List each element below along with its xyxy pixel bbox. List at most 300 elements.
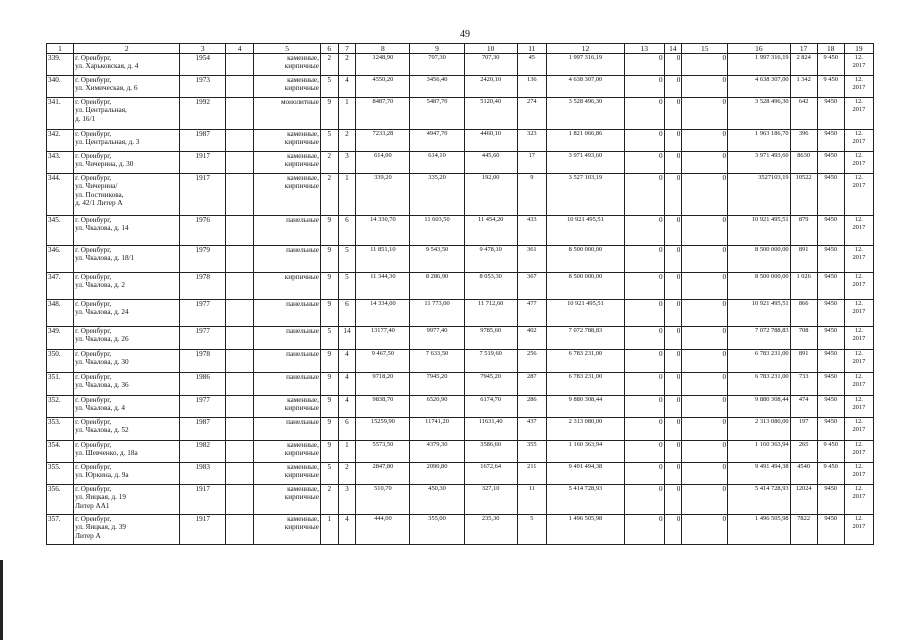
year-built: 1977 [180, 327, 226, 350]
floors-count: 9 [320, 373, 338, 396]
address-cell-line: ул. Чкалова, д. 52 [75, 426, 129, 435]
completion-date-line: 2017 [852, 403, 866, 411]
owners-funds: 10 921 495,51 [728, 216, 790, 246]
table-row [47, 152, 874, 174]
unit-cost: 265 [790, 441, 817, 463]
address-cell-line: г. Оренбург, [75, 98, 112, 106]
wall-material-line: панельные [286, 418, 319, 426]
address-cell [74, 54, 180, 76]
living-area: 707,30 [410, 54, 464, 76]
row-number: 346. [47, 246, 74, 273]
fund-column-15: 0 [682, 174, 728, 216]
wall-material [254, 216, 321, 246]
wall-material-line: панельные [286, 300, 319, 308]
residents-count: 136 [517, 76, 546, 98]
unit-cost: 866 [790, 300, 817, 327]
max-unit-cost: 9450 [817, 216, 844, 246]
fund-column-13: 0 [625, 515, 665, 545]
max-unit-cost: 9450 [817, 327, 844, 350]
floors-count: 2 [320, 485, 338, 515]
wall-material-line: каменные, [287, 174, 319, 182]
entrances-count: 1 [338, 441, 356, 463]
private-area: 445,60 [464, 152, 517, 174]
living-area: 4947,70 [410, 130, 464, 152]
register-body [47, 54, 874, 545]
address-cell [74, 515, 180, 545]
completion-date-line: 12. [854, 174, 863, 181]
year-built: 1983 [180, 463, 226, 485]
wall-material-line: каменные, [287, 441, 319, 449]
fund-column-14: 0 [664, 300, 682, 327]
living-area: 9977,40 [410, 327, 464, 350]
fund-column-14: 0 [664, 246, 682, 273]
wall-material-line: кирпичные [284, 62, 319, 71]
year-built: 1917 [180, 515, 226, 545]
living-area: 355,00 [410, 515, 464, 545]
fund-column-15: 0 [682, 98, 728, 130]
fund-column-13: 0 [625, 98, 665, 130]
completion-date-line: 2017 [852, 137, 866, 145]
total-cost: 3 971 493,60 [546, 152, 624, 174]
total-area: 510,70 [356, 485, 410, 515]
column-4-cell [226, 441, 254, 463]
completion-date-line: 2017 [852, 105, 866, 113]
max-unit-cost: 9450 [817, 152, 844, 174]
table-row [47, 98, 874, 130]
private-area: 9785,60 [464, 327, 517, 350]
address-cell-line: ул. Центральная, д. 3 [75, 138, 140, 147]
owners-funds: 1 496 505,98 [728, 515, 790, 545]
wall-material [254, 174, 321, 216]
completion-date-line: 12. [854, 396, 863, 403]
year-built: 1954 [180, 54, 226, 76]
column-header-3: 3 [180, 44, 226, 54]
column-4-cell [226, 350, 254, 373]
row-number: 351. [47, 373, 74, 396]
completion-date [844, 246, 873, 273]
total-area: 11 344,30 [356, 273, 410, 300]
column-header-15: 15 [682, 44, 728, 54]
floors-count: 9 [320, 441, 338, 463]
completion-date-line: 2017 [852, 334, 866, 342]
year-built: 1917 [180, 485, 226, 515]
completion-date [844, 98, 873, 130]
wall-material-line: кирпичные [284, 493, 319, 502]
fund-column-14: 0 [664, 418, 682, 441]
max-unit-cost: 9 450 [817, 463, 844, 485]
address-cell [74, 327, 180, 350]
table-row [47, 418, 874, 441]
column-4-cell [226, 216, 254, 246]
address-cell [74, 350, 180, 373]
year-built: 1987 [180, 130, 226, 152]
year-built: 1986 [180, 373, 226, 396]
wall-material-line: каменные, [287, 515, 319, 523]
year-built: 1976 [180, 216, 226, 246]
wall-material [254, 441, 321, 463]
total-area: 13177,40 [356, 327, 410, 350]
private-area: 1672,64 [464, 463, 517, 485]
address-cell-line: г. Оренбург, [75, 300, 112, 308]
total-area: 15259,90 [356, 418, 410, 441]
completion-date-line: 12. [854, 418, 863, 425]
total-cost: 1 997 316,19 [546, 54, 624, 76]
row-number: 354. [47, 441, 74, 463]
owners-funds: 7 072 788,83 [728, 327, 790, 350]
wall-material-line: каменные, [287, 485, 319, 493]
fund-column-15: 0 [682, 396, 728, 418]
address-cell-line: г. Оренбург, [75, 216, 112, 224]
wall-material [254, 98, 321, 130]
fund-column-13: 0 [625, 396, 665, 418]
year-built: 1978 [180, 273, 226, 300]
unit-cost: 4540 [790, 463, 817, 485]
row-number: 344. [47, 174, 74, 216]
residents-count: 5 [517, 515, 546, 545]
address-cell-line: ул. Чкалова, д. 14 [75, 224, 129, 233]
address-cell [74, 300, 180, 327]
wall-material-line: кирпичные [284, 523, 319, 532]
entrances-count: 1 [338, 98, 356, 130]
wall-material [254, 152, 321, 174]
completion-date-line: 2017 [852, 425, 866, 433]
address-cell [74, 152, 180, 174]
address-cell-line: г. Оренбург, [75, 130, 112, 138]
column-header-9: 9 [410, 44, 464, 54]
completion-date-line: 2017 [852, 357, 866, 365]
total-cost: 1 821 066,86 [546, 130, 624, 152]
floors-count: 9 [320, 396, 338, 418]
unit-cost: 10522 [790, 174, 817, 216]
completion-date-line: 12. [854, 373, 863, 380]
residents-count: 323 [517, 130, 546, 152]
unit-cost: 7822 [790, 515, 817, 545]
total-cost: 6 783 231,00 [546, 350, 624, 373]
completion-date-line: 2017 [852, 380, 866, 388]
wall-material [254, 485, 321, 515]
scan-edge-mark [0, 560, 3, 640]
total-area: 8487,70 [356, 98, 410, 130]
table-row [47, 396, 874, 418]
table-row [47, 174, 874, 216]
table-row [47, 350, 874, 373]
total-cost: 1 160 363,94 [546, 441, 624, 463]
owners-funds: 3 971 493,60 [728, 152, 790, 174]
private-area: 9 478,10 [464, 246, 517, 273]
table-row [47, 246, 874, 273]
max-unit-cost: 9 450 [817, 441, 844, 463]
residents-count: 367 [517, 273, 546, 300]
column-header-2: 2 [74, 44, 180, 54]
table-row [47, 373, 874, 396]
table-row [47, 485, 874, 515]
column-4-cell [226, 174, 254, 216]
year-built: 1917 [180, 152, 226, 174]
address-cell-line: ул. Чкалова, д. 4 [75, 404, 125, 413]
unit-cost: 708 [790, 327, 817, 350]
register-table [46, 43, 874, 545]
fund-column-15: 0 [682, 130, 728, 152]
wall-material-line: каменные, [287, 152, 319, 160]
column-header-14: 14 [664, 44, 682, 54]
residents-count: 256 [517, 350, 546, 373]
column-4-cell [226, 98, 254, 130]
wall-material-line: панельные [286, 327, 319, 335]
owners-funds: 1 160 363,94 [728, 441, 790, 463]
total-cost: 2 313 080,00 [546, 418, 624, 441]
table-row [47, 54, 874, 76]
private-area: 235,30 [464, 515, 517, 545]
column-header-12: 12 [546, 44, 624, 54]
page-number: 49 [460, 29, 470, 40]
entrances-count: 1 [338, 174, 356, 216]
address-cell-line: ул. Чкалова, д. 2 [75, 281, 125, 290]
address-cell [74, 216, 180, 246]
completion-date [844, 463, 873, 485]
total-cost: 9 491 494,38 [546, 463, 624, 485]
unit-cost: 733 [790, 373, 817, 396]
completion-date-line: 12. [854, 216, 863, 223]
unit-cost: 8630 [790, 152, 817, 174]
table-row [47, 76, 874, 98]
address-cell-line: ул. Чкалова, д. 26 [75, 335, 129, 344]
completion-date-line: 12. [854, 441, 863, 448]
max-unit-cost: 9450 [817, 485, 844, 515]
wall-material-line: кирпичные [284, 160, 319, 169]
fund-column-15: 0 [682, 441, 728, 463]
private-area: 7945,20 [464, 373, 517, 396]
living-area: 7945,20 [410, 373, 464, 396]
wall-material [254, 130, 321, 152]
wall-material-line: панельные [286, 216, 319, 224]
fund-column-13: 0 [625, 350, 665, 373]
floors-count: 9 [320, 246, 338, 273]
private-area: 327,10 [464, 485, 517, 515]
total-area: 2847,80 [356, 463, 410, 485]
table-row [47, 300, 874, 327]
address-cell-line: д. 16/1 [75, 114, 96, 123]
unit-cost: 891 [790, 246, 817, 273]
address-cell-line: Литер А [75, 531, 101, 540]
column-header-13: 13 [625, 44, 665, 54]
floors-count: 9 [320, 273, 338, 300]
total-cost: 8 500 000,00 [546, 273, 624, 300]
year-built: 1977 [180, 300, 226, 327]
year-built: 1992 [180, 98, 226, 130]
wall-material-line: каменные, [287, 130, 319, 138]
floors-count: 5 [320, 130, 338, 152]
max-unit-cost: 9450 [817, 396, 844, 418]
table-row [47, 441, 874, 463]
completion-date-line: 12. [854, 485, 863, 492]
wall-material [254, 54, 321, 76]
wall-material-line: панельные [286, 373, 319, 381]
address-cell [74, 485, 180, 515]
entrances-count: 6 [338, 418, 356, 441]
floors-count: 2 [320, 174, 338, 216]
address-cell [74, 76, 180, 98]
private-area: 707,30 [464, 54, 517, 76]
living-area: 7 633,50 [410, 350, 464, 373]
fund-column-15: 0 [682, 246, 728, 273]
living-area: 4379,30 [410, 441, 464, 463]
wall-material-line: кирпичные [284, 138, 319, 147]
entrances-count: 2 [338, 463, 356, 485]
total-area: 4550,20 [356, 76, 410, 98]
wall-material-line: панельные [286, 246, 319, 254]
living-area: 2090,80 [410, 463, 464, 485]
address-cell-line: ул. Чкалова, д. 30 [75, 358, 129, 367]
address-cell-line: ул. Яицкая, д. 39 [75, 523, 126, 532]
completion-date-line: 12. [854, 350, 863, 357]
entrances-count: 3 [338, 152, 356, 174]
private-area: 192,00 [464, 174, 517, 216]
completion-date [844, 485, 873, 515]
completion-date-line: 12. [854, 273, 863, 280]
fund-column-15: 0 [682, 463, 728, 485]
column-header-4: 4 [226, 44, 254, 54]
row-number: 349. [47, 327, 74, 350]
residents-count: 361 [517, 246, 546, 273]
total-area: 11 851,10 [356, 246, 410, 273]
address-cell-line: Литер АА1 [75, 501, 110, 510]
column-header-11: 11 [517, 44, 546, 54]
column-header-17: 17 [790, 44, 817, 54]
address-cell-line: ул. Чкалова, д. 24 [75, 308, 129, 317]
row-number: 341. [47, 98, 74, 130]
max-unit-cost: 9450 [817, 246, 844, 273]
fund-column-14: 0 [664, 441, 682, 463]
wall-material-line: панельные [286, 350, 319, 358]
total-area: 444,00 [356, 515, 410, 545]
fund-column-13: 0 [625, 216, 665, 246]
address-cell-line: ул. Харьковская, д. 4 [75, 62, 139, 71]
fund-column-15: 0 [682, 152, 728, 174]
owners-funds: 10 921 495,51 [728, 300, 790, 327]
column-4-cell [226, 76, 254, 98]
owners-funds: 1 997 316,19 [728, 54, 790, 76]
completion-date-line: 12. [854, 76, 863, 83]
fund-column-13: 0 [625, 373, 665, 396]
column-4-cell [226, 130, 254, 152]
row-number: 357. [47, 515, 74, 545]
row-number: 339. [47, 54, 74, 76]
row-number: 340. [47, 76, 74, 98]
completion-date-line: 2017 [852, 253, 866, 261]
total-cost: 8 500 000,00 [546, 246, 624, 273]
living-area: 11 773,00 [410, 300, 464, 327]
wall-material [254, 246, 321, 273]
address-cell-line: г. Оренбург, [75, 485, 112, 493]
address-cell-line: ул. Юркина, д. 9а [75, 471, 129, 480]
entrances-count: 6 [338, 216, 356, 246]
entrances-count: 4 [338, 396, 356, 418]
year-built: 1987 [180, 418, 226, 441]
unit-cost: 396 [790, 130, 817, 152]
completion-date-line: 12. [854, 246, 863, 253]
completion-date-line: 12. [854, 152, 863, 159]
address-cell-line: ул. Чичерина/ [75, 182, 118, 191]
unit-cost: 474 [790, 396, 817, 418]
column-4-cell [226, 485, 254, 515]
address-cell [74, 273, 180, 300]
fund-column-15: 0 [682, 418, 728, 441]
completion-date-line: 12. [854, 327, 863, 334]
total-cost: 4 638 307,00 [546, 76, 624, 98]
max-unit-cost: 9450 [817, 350, 844, 373]
total-area: 14 334,00 [356, 300, 410, 327]
residents-count: 211 [517, 463, 546, 485]
completion-date-line: 12. [854, 515, 863, 522]
floors-count: 5 [320, 463, 338, 485]
fund-column-15: 0 [682, 76, 728, 98]
unit-cost: 2 824 [790, 54, 817, 76]
max-unit-cost: 9450 [817, 98, 844, 130]
floors-count: 9 [320, 216, 338, 246]
row-number: 353. [47, 418, 74, 441]
address-cell-line: г. Оренбург, [75, 327, 112, 335]
address-cell [74, 130, 180, 152]
completion-date [844, 216, 873, 246]
address-cell-line: д. 42/1 Литер А [75, 199, 123, 208]
fund-column-13: 0 [625, 300, 665, 327]
column-4-cell [226, 273, 254, 300]
wall-material-line: кирпичные [284, 84, 319, 93]
fund-column-14: 0 [664, 327, 682, 350]
year-built: 1917 [180, 174, 226, 216]
total-area: 9718,20 [356, 373, 410, 396]
address-cell-line: ул. Постникова, [75, 190, 124, 199]
address-cell [74, 373, 180, 396]
year-built: 1973 [180, 76, 226, 98]
completion-date-line: 2017 [852, 61, 866, 69]
entrances-count: 14 [338, 327, 356, 350]
private-area: 5120,40 [464, 98, 517, 130]
table-row [47, 463, 874, 485]
floors-count: 2 [320, 152, 338, 174]
total-cost: 10 921 495,51 [546, 300, 624, 327]
fund-column-14: 0 [664, 98, 682, 130]
year-built: 1982 [180, 441, 226, 463]
address-cell-line: г. Оренбург, [75, 54, 112, 62]
table-row [47, 216, 874, 246]
fund-column-14: 0 [664, 54, 682, 76]
wall-material [254, 418, 321, 441]
total-area: 614,00 [356, 152, 410, 174]
total-area: 9838,70 [356, 396, 410, 418]
address-cell-line: ул. Шевченко, д. 18а [75, 449, 138, 458]
row-number: 348. [47, 300, 74, 327]
address-cell-line: г. Оренбург, [75, 463, 112, 471]
residents-count: 402 [517, 327, 546, 350]
wall-material [254, 300, 321, 327]
total-cost: 9 880 308,44 [546, 396, 624, 418]
fund-column-13: 0 [625, 246, 665, 273]
floors-count: 9 [320, 350, 338, 373]
residents-count: 11 [517, 485, 546, 515]
column-header-18: 18 [817, 44, 844, 54]
owners-funds: 9 880 308,44 [728, 396, 790, 418]
fund-column-14: 0 [664, 350, 682, 373]
row-number: 352. [47, 396, 74, 418]
address-cell-line: ул. Чкалова, д. 36 [75, 381, 129, 390]
address-cell-line: ул. Химическая, д. 6 [75, 84, 138, 93]
fund-column-13: 0 [625, 174, 665, 216]
column-4-cell [226, 463, 254, 485]
max-unit-cost: 9 450 [817, 76, 844, 98]
max-unit-cost: 9450 [817, 174, 844, 216]
address-cell-line: г. Оренбург, [75, 441, 112, 449]
